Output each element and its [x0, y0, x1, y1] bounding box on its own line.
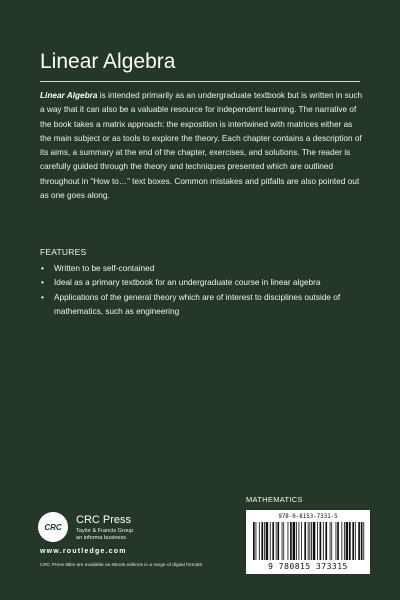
publisher-tagline: an informa business	[76, 535, 127, 541]
barcode-bar	[290, 522, 292, 560]
book-title: Linear Algebra	[40, 50, 176, 73]
barcode-bar	[282, 522, 283, 560]
feature-item: • Written to be self-contained	[40, 262, 366, 276]
barcode-bar	[330, 522, 331, 560]
barcode-bar	[358, 522, 360, 560]
barcode-bar	[313, 522, 316, 560]
title-divider	[40, 81, 360, 82]
barcode-bar	[298, 522, 299, 560]
ebook-footnote: CRC Press titles are available as eBook editions in a range of digital formats	[40, 563, 203, 568]
features-list	[40, 262, 366, 319]
barcode-bar	[352, 522, 354, 560]
barcode-bar	[272, 522, 274, 560]
barcode-bar	[320, 522, 322, 560]
barcode-bar	[277, 522, 279, 560]
isbn-label: 978-0-8153-7331-5	[278, 514, 338, 520]
feature-item: • Ideal as a primary textbook for an undergraduate course in linear algebra	[40, 276, 366, 290]
barcode-bar	[256, 522, 257, 560]
description-book-title: Linear Algebra	[40, 91, 98, 100]
book-description	[40, 89, 366, 203]
barcode-bar	[288, 522, 289, 560]
isbn-barcode-block	[246, 510, 370, 574]
barcode-bar	[309, 522, 310, 560]
barcode-bar	[264, 522, 265, 560]
barcode-bar	[296, 522, 297, 560]
barcode-bar	[293, 522, 296, 560]
subject-label: MATHEMATICS	[246, 495, 303, 504]
barcode-bar	[304, 522, 306, 560]
barcode-bar	[301, 522, 302, 560]
barcode-bar	[363, 522, 364, 560]
barcode-bar	[317, 522, 318, 560]
publisher-website: www.routledge.com	[40, 548, 127, 555]
barcode-bar	[283, 522, 284, 560]
barcode-bar	[323, 522, 324, 560]
barcode-bar	[337, 522, 339, 560]
barcode-bar	[276, 522, 277, 560]
crc-logo-icon: CRC	[38, 512, 68, 542]
barcode-bar	[336, 522, 337, 560]
description-text: is intended primarily as an undergraduate textbook but is written in such a way that it can also be a valuable resource for independent learning. The narrative of the book takes a matrix approach: the exposition is intertwined with matrices either as the main subject or as tools to explore the theory. Each chapter contains a description of its aims, a summary at the end of the chapter, exercises, and solutions. The reader is carefully guided through the theory and techniques presented which are outlined throughout in “How to…” text boxes. Common mistakes and pitfalls are also pointed out as one goes along.	[40, 91, 363, 201]
barcode-bar	[308, 522, 309, 560]
barcode-bar	[344, 522, 345, 560]
barcode-bar	[341, 522, 342, 560]
publisher-group: Taylor & Francis Group	[76, 528, 134, 534]
barcode-bar	[346, 522, 349, 560]
barcode-bar	[311, 522, 312, 560]
barcode-bar	[349, 522, 351, 560]
barcode-bar	[325, 522, 327, 560]
barcode-bar	[331, 522, 332, 560]
publisher-name: CRC Press	[76, 514, 132, 526]
feature-item: • Applications of the general theory which are of interest to disciplines outside of mathematics, such as engineering	[40, 291, 366, 320]
barcode-bar	[259, 522, 260, 560]
barcode-bar	[261, 522, 263, 560]
barcode-bar	[253, 522, 255, 560]
barcode-graphic	[253, 522, 365, 560]
barcode-digits: 9 780815 373315	[268, 562, 348, 571]
barcode-bar	[355, 522, 356, 560]
barcode-bar	[361, 522, 363, 560]
features-heading: FEATURES	[40, 247, 87, 257]
barcode-bar	[270, 522, 271, 560]
barcode-bar	[266, 522, 269, 560]
